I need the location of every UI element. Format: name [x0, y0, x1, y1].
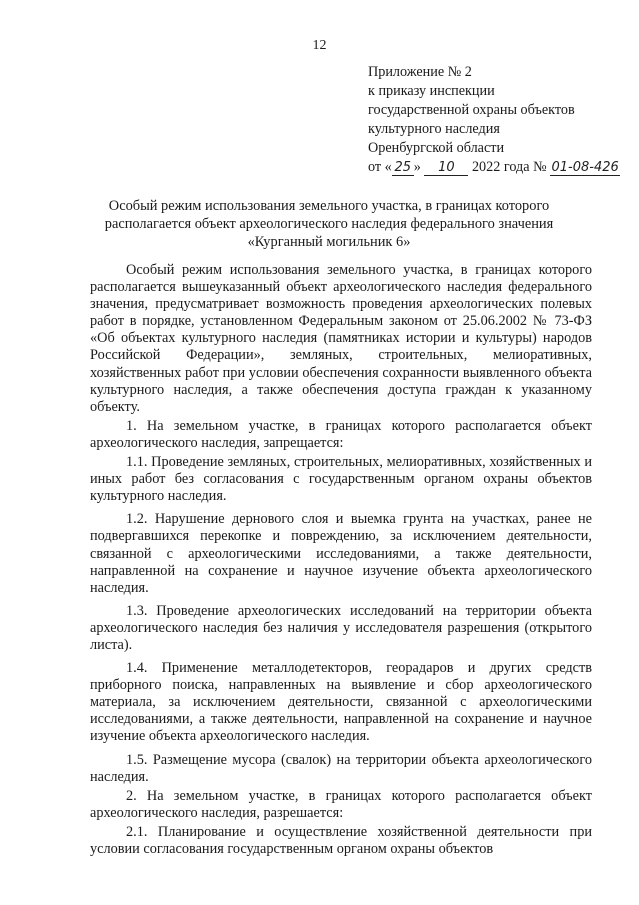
appendix-line: к приказу инспекции	[368, 83, 495, 99]
list-item: 1.4. Применение металлодетекторов, георадаров и других средств приборного поиска, направленных на выявление и сбор археологического материала, за исключением деятельности, связанной с археологическими исследованиями, а также деятельности, направленной на сохранение и научное изучение объекта археологического наследия.	[90, 660, 592, 745]
page-number: 12	[312, 38, 327, 53]
handwritten-month: 10	[424, 160, 468, 176]
title-line: «Курганный могильник 6»	[247, 234, 411, 250]
handwritten-day: 25	[392, 160, 414, 176]
list-item: 1.1. Проведение земляных, строительных, мелиоративных, хозяйственных и иных работ без согласования с государственным органом охраны объектов культурного наследия.	[90, 454, 592, 505]
list-item: 1.2. Нарушение дернового слоя и выемка грунта на участках, ранее не подвергавшихся перекопке и повреждению, за исключением деятельности, связанной с археологическими исследованиями, а также деятельности, направленной на сохранение и научное изучение объекта археологического наследия.	[90, 511, 592, 596]
title-line: располагается объект археологического наследия федерального значения	[104, 216, 554, 232]
appendix-line: культурного наследия	[368, 121, 500, 137]
appendix-line: государственной охраны объектов	[368, 102, 575, 118]
handwritten-document-number: 01-08-426	[551, 160, 619, 175]
list-item: 1.3. Проведение археологических исследований на территории объекта археологического наследия без наличия у исследователя разрешения (открытого листа).	[90, 602, 592, 653]
appendix-block	[368, 63, 618, 177]
appendix-date-line: от « 25 » 10 2022 года № 01-08-426	[368, 159, 619, 175]
document-title	[100, 197, 558, 251]
title-line: Особый режим использования земельного участка, в границах которого	[108, 198, 550, 214]
section-heading-allowed: 2. На земельном участке, в границах которого располагается объект археологического наследия, разрешается:	[90, 787, 592, 821]
year-text: 2022 года №	[471, 159, 547, 175]
date-prefix: от «	[368, 159, 392, 175]
document-body	[90, 262, 592, 860]
intro-paragraph: Особый режим использования земельного участка, в границах которого располагается вышеуказанный объект археологического наследия федерального значения, предусматривает возможность проведения археологических полевых работ в порядке, установленном Федеральным законом от 25.06.2002 № 73-ФЗ «Об объектах культурного наследия (памятниках истории и культуры) народов Российской Федерации», земляных, строительных, мелиоративных, хозяйственных работ при условии обеспечения сохранности выявленного объекта культурного наследия, а также обеспечения доступа граждан к указанному объекту.	[90, 262, 592, 415]
section-heading-prohibited: 1. На земельном участке, в границах которого располагается объект археологического наследия, запрещается:	[90, 417, 592, 451]
list-item: 2.1. Планирование и осуществление хозяйственной деятельности при условии согласования государственным органом охраны объектов	[90, 823, 592, 857]
appendix-line: Оренбургской области	[368, 140, 505, 156]
list-item: 1.5. Размещение мусора (свалок) на территории объекта археологического наследия.	[90, 751, 592, 785]
appendix-line: Приложение № 2	[368, 64, 472, 80]
